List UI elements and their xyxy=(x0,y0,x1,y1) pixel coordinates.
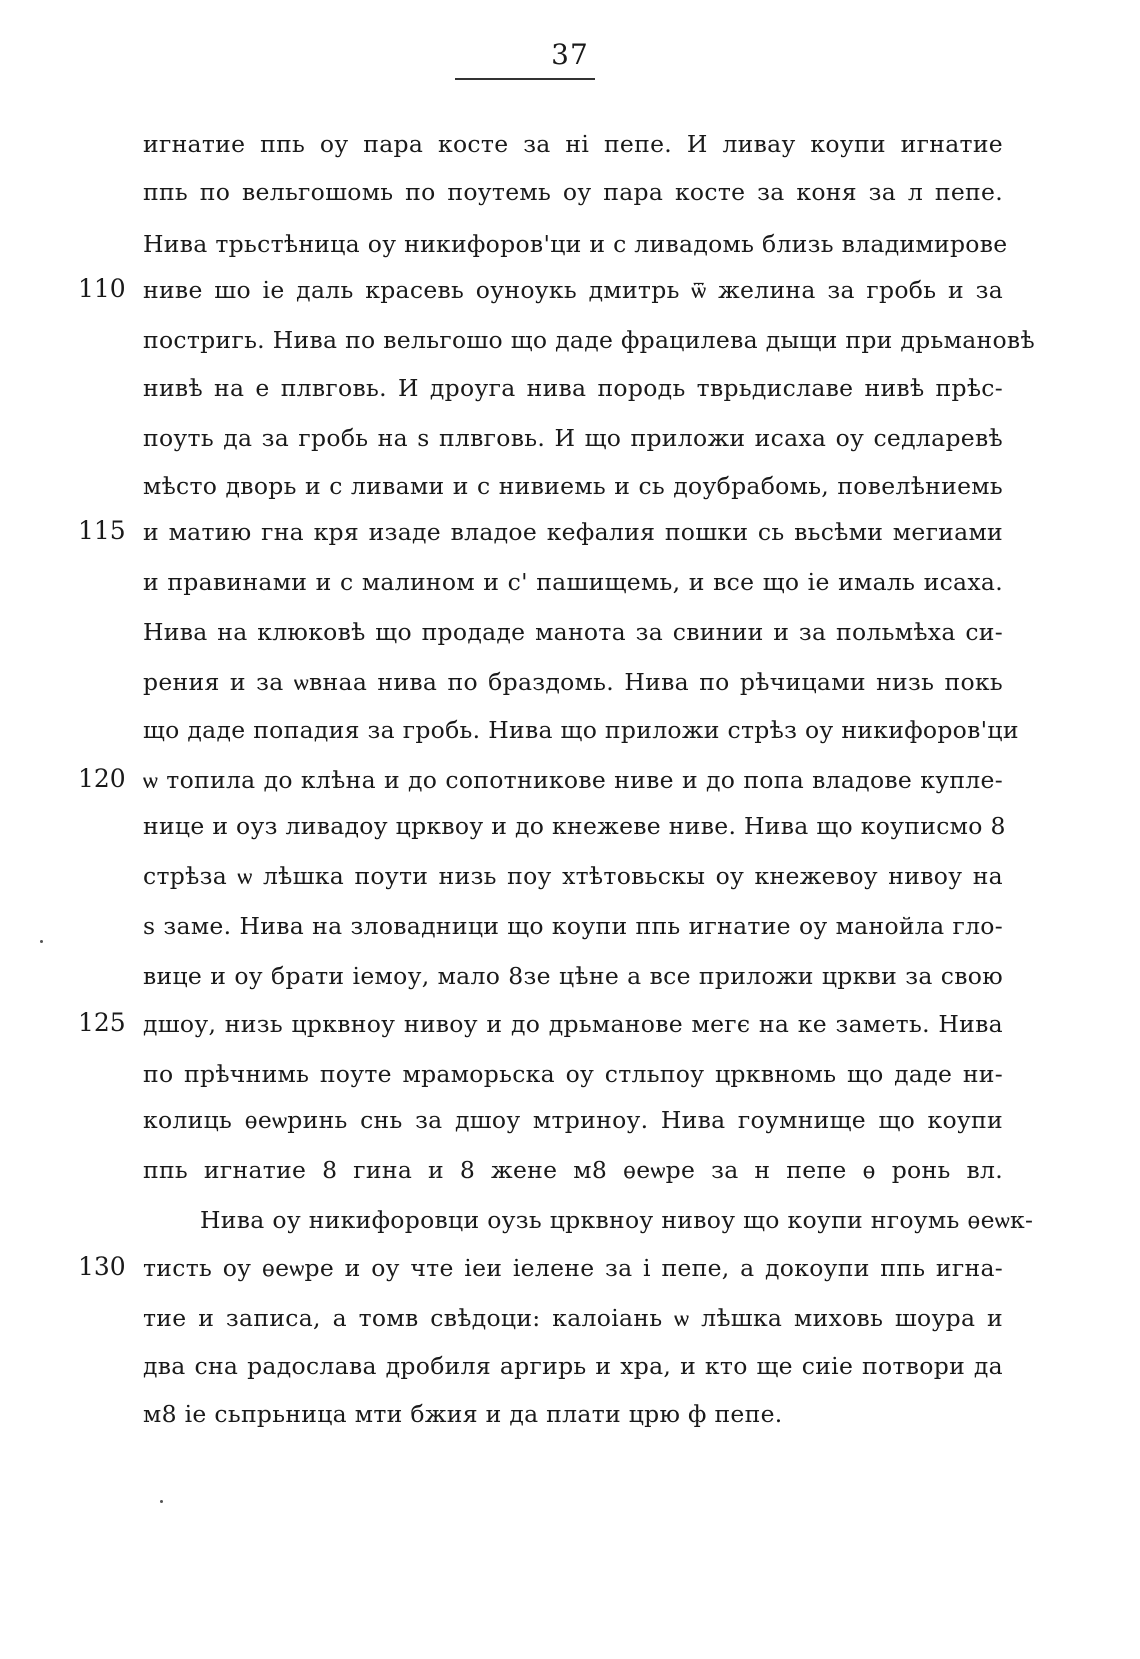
text-line xyxy=(0,320,1140,360)
text-line xyxy=(0,1248,1140,1288)
text-line xyxy=(0,1004,1140,1044)
text-line xyxy=(0,418,1140,458)
line-text: нивѣ на е плвговь. И дроуга нива породь тврьдиславе нивѣ прѣс- xyxy=(143,374,1003,402)
line-text: стрѣза ѡ лѣшка поути низь поу хтѣтовьскы оу кнежевоу нивоу на xyxy=(143,862,1003,890)
line-text: рения и за ѡвнаа нива по браздомь. Нива по рѣчицами низь покь xyxy=(143,668,1003,696)
text-line xyxy=(0,466,1140,506)
line-number: 110 xyxy=(78,274,126,303)
text-line xyxy=(0,856,1140,896)
line-text: Нива трьстѣница оу никифоров'ци и с ливадомь близь владимирове xyxy=(143,230,1008,258)
text-line xyxy=(0,956,1140,996)
line-text: колиць ѳеѡринь снь за дшоу мтриноу. Нива гоумнище що коупи xyxy=(143,1106,1003,1134)
line-text: м8 іе сьпрьница мти бжия и да плати црю ф пепе. xyxy=(143,1400,783,1428)
text-line xyxy=(0,1100,1140,1140)
line-text: ѕ заме. Нива на зловадници що коупи ппь игнатие оу манойла гло- xyxy=(143,912,1003,940)
line-text: ѡ топила до клѣна и до сопотникове ниве и до попа владове купле- xyxy=(143,766,1003,794)
line-text: ппь игнатие 8 гина и 8 жене м8 ѳеѡре за н пепе ѳ ронь вл. xyxy=(143,1156,1003,1184)
line-text: ниве шо іе даль красевь оуноукь дмитрь ѿ желина за гробь и за xyxy=(143,276,1003,304)
text-line xyxy=(0,270,1140,310)
line-number: 125 xyxy=(78,1008,126,1037)
line-number: 120 xyxy=(78,764,126,793)
text-line xyxy=(0,760,1140,800)
line-text: постригь. Нива по вельгошо що даде фрацилева дыщи при дрьмановѣ xyxy=(143,326,1035,354)
line-text: ппь по вельгошомь по поутемь оу пара косте за коня за л пепе. xyxy=(143,178,1003,206)
text-line xyxy=(0,806,1140,846)
line-text: Нива на клюковѣ що продаде манота за свинии и за польмѣха си- xyxy=(143,618,1003,646)
line-text: два сна радослава дробиля аргирь и хра, и кто ще сиіе потвори да xyxy=(143,1352,1003,1380)
text-line xyxy=(0,1346,1140,1386)
text-line xyxy=(0,1054,1140,1094)
line-text: тисть оу ѳеѡре и оу чте іеи іелене за і пепе, а докоупи ппь игна- xyxy=(143,1254,1003,1282)
line-text: тие и записа, а томв свѣдоци: калоіань ѡ лѣшка миховь шоура и xyxy=(143,1304,1003,1332)
text-line xyxy=(0,172,1140,212)
text-line xyxy=(0,710,1140,750)
line-text: нице и оуз ливадоу црквоу и до кнежеве ниве. Нива що коуписмо 8 xyxy=(143,812,1006,840)
line-text: и правинами и с малином и с' пашищемь, и все що іе ималь исаха. xyxy=(143,568,1003,596)
line-number: 115 xyxy=(78,516,126,545)
page-number: 37 xyxy=(551,38,589,71)
line-text: мѣсто дворь и с ливами и с нивиемь и сь доубрабомь, повелѣниемь xyxy=(143,472,1003,500)
line-text: вице и оу брати іемоу, мало 8зе цѣне а все приложи цркви за свою xyxy=(143,962,1003,990)
text-line xyxy=(0,1150,1140,1190)
text-line xyxy=(0,368,1140,408)
text-line xyxy=(0,224,1140,264)
line-text: дшоу, низь црквноу нивоу и до дрьманове мегє на ке заметь. Нива xyxy=(143,1010,1003,1038)
text-line xyxy=(0,124,1140,164)
text-line xyxy=(0,1394,1140,1434)
line-text: що даде попадия за гробь. Нива що приложи стрѣз оу никифоров'ци xyxy=(143,716,1019,744)
text-line xyxy=(0,512,1140,552)
text-line xyxy=(0,1298,1140,1338)
line-text: поуть да за гробь на ѕ плвговь. И що приложи исаха оу седларевѣ xyxy=(143,424,1003,452)
line-text: Нива оу никифоровци оузь црквноу нивоу що коупи нгоумь ѳеѡк- xyxy=(200,1206,1034,1234)
line-text: и матию гна кря изаде владое кефалия пошки сь вьсѣми мегиами xyxy=(143,518,1003,546)
text-line xyxy=(0,906,1140,946)
text-line xyxy=(0,662,1140,702)
text-line xyxy=(0,612,1140,652)
line-number: 130 xyxy=(78,1252,126,1281)
paper-speck xyxy=(40,940,43,943)
paper-speck xyxy=(160,1500,163,1503)
line-text: игнатие ппь оу пара косте за ні пепе. И ливау коупи игнатие xyxy=(143,130,1003,158)
text-line xyxy=(0,562,1140,602)
page-number-rule xyxy=(455,78,595,80)
line-text: по прѣчнимь поуте мраморьска оу стльпоу црквномь що даде ни- xyxy=(143,1060,1003,1088)
text-line xyxy=(0,1200,1140,1240)
